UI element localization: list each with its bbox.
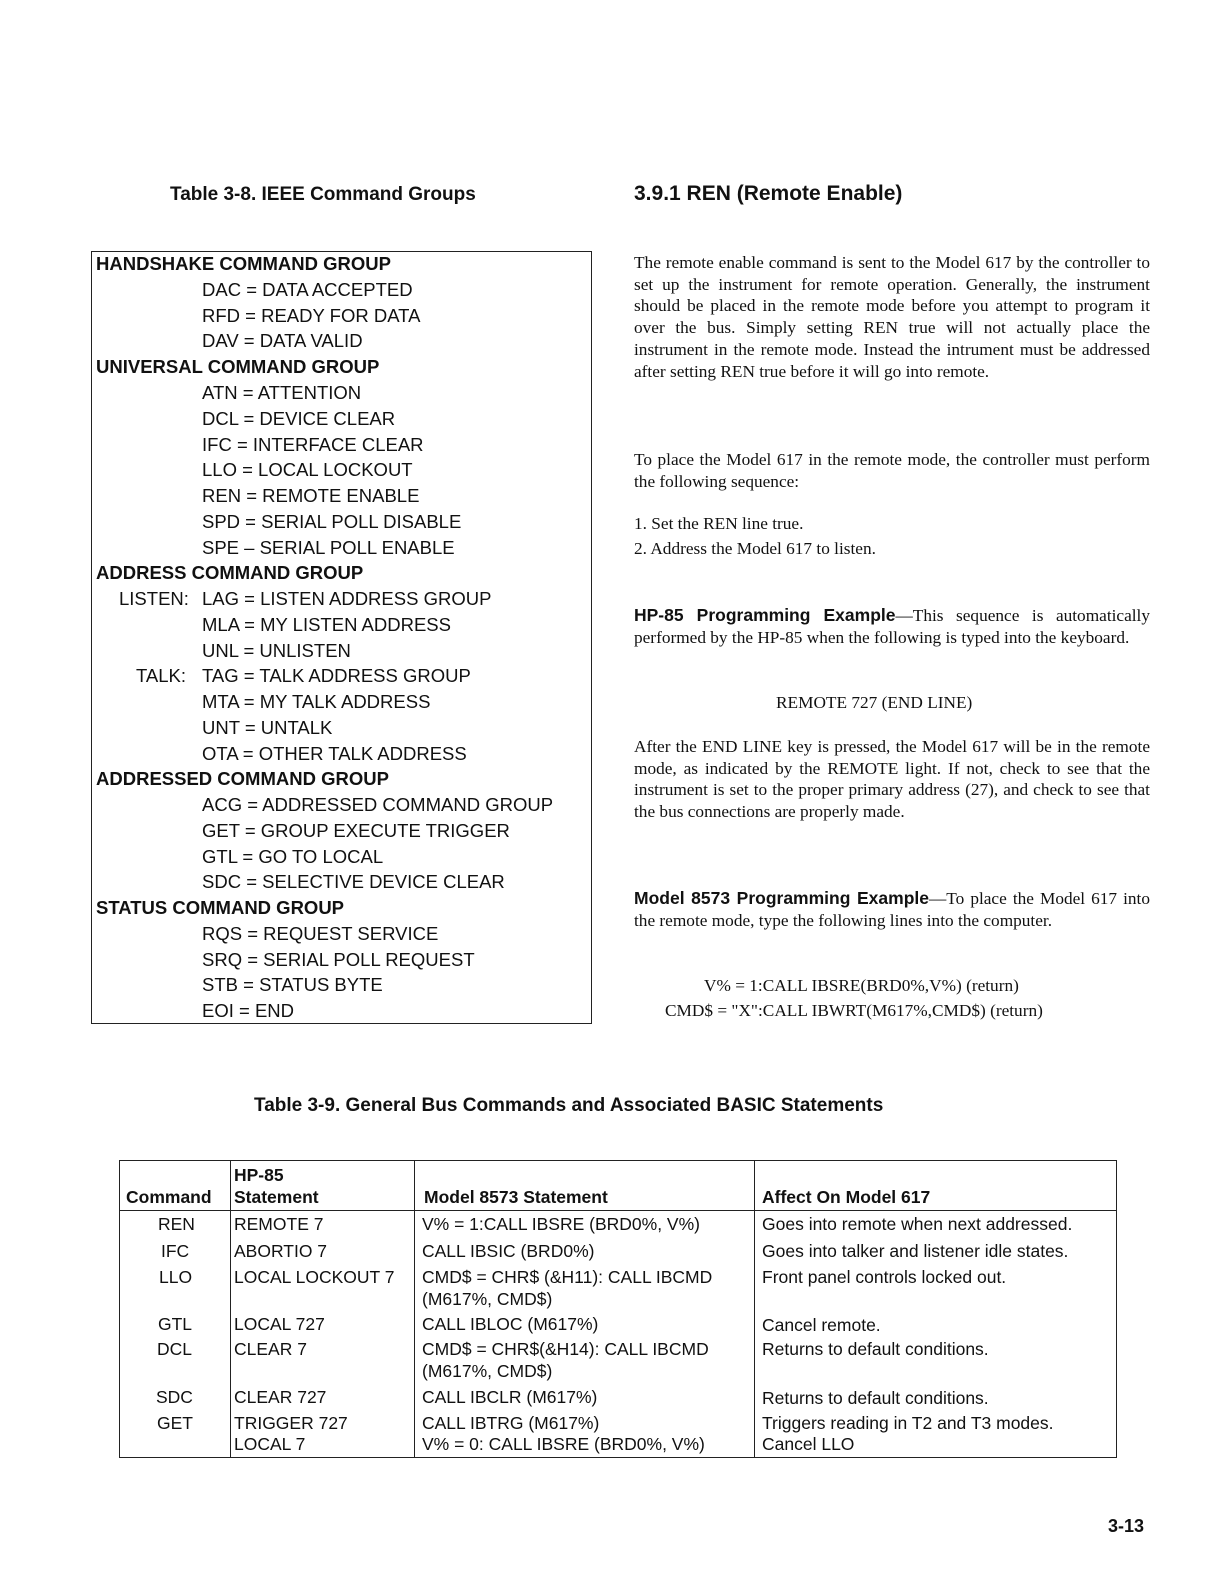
table-3-8-title: Table 3-8. IEEE Command Groups (170, 184, 476, 205)
bus-commands-table (119, 1160, 1117, 1458)
cell-affect: Returns to default conditions. (762, 1388, 989, 1408)
hp85-example-label: HP-85 Programming Example (634, 605, 896, 625)
paragraph-remote-sequence: To place the Model 617 in the remote mode, the controller must perform the following sequence: (634, 450, 1150, 491)
table-row: SRQ = SERIAL POLL REQUEST (202, 949, 475, 970)
model-8573-example-text: —To place the Model 617 into the remote mode, type the following lines into the computer. (634, 889, 1150, 930)
table-row: GTL = GO TO LOCAL (202, 846, 384, 867)
table-row: UNL = UNLISTEN (202, 640, 351, 661)
header-hp85: HP-85 (234, 1165, 284, 1185)
cell-affect: Front panel controls locked out. (762, 1267, 1007, 1287)
cell-model-8573: V% = 0: CALL IBSRE (BRD0%, V%) (422, 1434, 705, 1454)
table-row: SPE – SERIAL POLL ENABLE (202, 537, 455, 558)
cell-model-8573: CALL IBLOC (M617%) (422, 1314, 599, 1334)
table-row: REN = REMOTE ENABLE (202, 485, 420, 506)
table-row: MLA = MY LISTEN ADDRESS (202, 614, 451, 635)
column-divider (414, 1161, 415, 1457)
table-row: LLO = LOCAL LOCKOUT (202, 459, 413, 480)
cell-hp85: LOCAL LOCKOUT 7 (234, 1267, 395, 1287)
list-item: 1. Set the REN line true. (634, 514, 804, 533)
table-row: STB = STATUS BYTE (202, 974, 383, 995)
cell-hp85: ABORTIO 7 (234, 1241, 328, 1261)
table-row: ATN = ATTENTION (202, 382, 362, 403)
cell-hp85: LOCAL 727 (234, 1314, 325, 1334)
table-row: OTA = OTHER TALK ADDRESS (202, 743, 467, 764)
cell-affect: Goes into talker and listener idle states. (762, 1241, 1069, 1261)
paragraph-8573-example (634, 888, 1150, 931)
paragraph-ren-intro: The remote enable command is sent to the Model 617 by the controller to set up the instrument for remote operation. Generally, the instrument should be placed in the remote mode before you attempt to program it over the bus. Simply setting REN true will not actually place the instrument in the remote mode. Instead the intrument must be addressed after setting REN true before it will go into remote. (634, 253, 1150, 381)
listen-label: LISTEN: (119, 588, 189, 609)
table-row: RQS = REQUEST SERVICE (202, 923, 439, 944)
talk-label: TALK: (136, 665, 187, 686)
group-heading-address: ADDRESS COMMAND GROUP (96, 562, 364, 583)
cell-hp85: TRIGGER 727 (234, 1413, 348, 1433)
header-affect: Affect On Model 617 (762, 1187, 931, 1207)
group-heading-handshake: HANDSHAKE COMMAND GROUP (96, 253, 391, 274)
cell-command: REN (158, 1214, 195, 1234)
cell-model-8573: V% = 1:CALL IBSRE (BRD0%, V%) (422, 1214, 700, 1234)
column-divider (754, 1161, 755, 1457)
column-divider (230, 1161, 231, 1457)
table-row: EOI = END (202, 1000, 295, 1021)
table-row: DAV = DATA VALID (202, 330, 363, 351)
cell-command: LLO (159, 1267, 193, 1287)
cell-model-8573: CALL IBSIC (BRD0%) (422, 1241, 595, 1261)
cell-affect: Triggers reading in T2 and T3 modes. (762, 1413, 1054, 1433)
cell-hp85: CLEAR 7 (234, 1339, 307, 1359)
table-row: UNT = UNTALK (202, 717, 333, 738)
table-row: SDC = SELECTIVE DEVICE CLEAR (202, 871, 505, 892)
cell-model-8573-cont: (M617%, CMD$) (422, 1289, 553, 1309)
code-line: CMD$ = "X":CALL IBWRT(M617%,CMD$) (return) (665, 1001, 1043, 1020)
header-divider (120, 1210, 1116, 1211)
cell-hp85: REMOTE 7 (234, 1214, 324, 1234)
table-row: ACG = ADDRESSED COMMAND GROUP (202, 794, 554, 815)
hp85-code: REMOTE 727 (END LINE) (776, 693, 973, 712)
page-number: 3-13 (1108, 1516, 1145, 1536)
cell-command: GET (157, 1413, 193, 1433)
group-heading-status: STATUS COMMAND GROUP (96, 897, 345, 918)
paragraph-end-line: After the END LINE key is pressed, the Model 617 will be in the remote mode, as indicated by the REMOTE light. If not, check to see that the instrument is set to the proper primary address (27), and check to see that the bus connections are properly made. (634, 737, 1150, 822)
cell-command: GTL (158, 1314, 193, 1334)
group-heading-addressed: ADDRESSED COMMAND GROUP (96, 768, 389, 789)
header-model-8573: Model 8573 Statement (424, 1187, 608, 1207)
section-title: 3.9.1 REN (Remote Enable) (634, 182, 903, 205)
table-3-9-title: Table 3-9. General Bus Commands and Associated BASIC Statements (254, 1095, 884, 1116)
list-item: 2. Address the Model 617 to listen. (634, 539, 876, 558)
table-row: RFD = READY FOR DATA (202, 305, 421, 326)
cell-model-8573: CALL IBCLR (M617%) (422, 1387, 598, 1407)
table-row: DAC = DATA ACCEPTED (202, 279, 413, 300)
table-row: TAG = TALK ADDRESS GROUP (202, 665, 471, 686)
table-row: IFC = INTERFACE CLEAR (202, 434, 424, 455)
paragraph-hp85-example (634, 605, 1150, 648)
cell-model-8573: CMD$ = CHR$(&H14): CALL IBCMD (422, 1339, 709, 1359)
cell-command: IFC (161, 1241, 190, 1261)
code-line: V% = 1:CALL IBSRE(BRD0%,V%) (return) (704, 976, 1019, 995)
table-row: SPD = SERIAL POLL DISABLE (202, 511, 462, 532)
model-8573-example-label: Model 8573 Programming Example (634, 888, 929, 908)
cell-affect: Returns to default conditions. (762, 1339, 989, 1359)
header-hp85-statement: Statement (234, 1187, 319, 1207)
cell-model-8573: CMD$ = CHR$ (&H11): CALL IBCMD (422, 1267, 713, 1287)
group-heading-universal: UNIVERSAL COMMAND GROUP (96, 356, 380, 377)
cell-affect: Cancel remote. (762, 1315, 881, 1335)
hp85-example-text: —This sequence is automatically performed by the HP-85 when the following is typed into the keyboard. (634, 606, 1150, 647)
table-row: MTA = MY TALK ADDRESS (202, 691, 431, 712)
header-command: Command (126, 1187, 212, 1207)
cell-affect: Cancel LLO (762, 1434, 855, 1454)
cell-hp85: CLEAR 727 (234, 1387, 327, 1407)
table-row: GET = GROUP EXECUTE TRIGGER (202, 820, 510, 841)
cell-hp85: LOCAL 7 (234, 1434, 306, 1454)
cell-affect: Goes into remote when next addressed. (762, 1214, 1073, 1234)
cell-command: SDC (156, 1387, 193, 1407)
cell-command: DCL (157, 1339, 193, 1359)
cell-model-8573-cont: (M617%, CMD$) (422, 1361, 553, 1381)
cell-model-8573: CALL IBTRG (M617%) (422, 1413, 600, 1433)
table-row: LAG = LISTEN ADDRESS GROUP (202, 588, 492, 609)
table-row: DCL = DEVICE CLEAR (202, 408, 396, 429)
